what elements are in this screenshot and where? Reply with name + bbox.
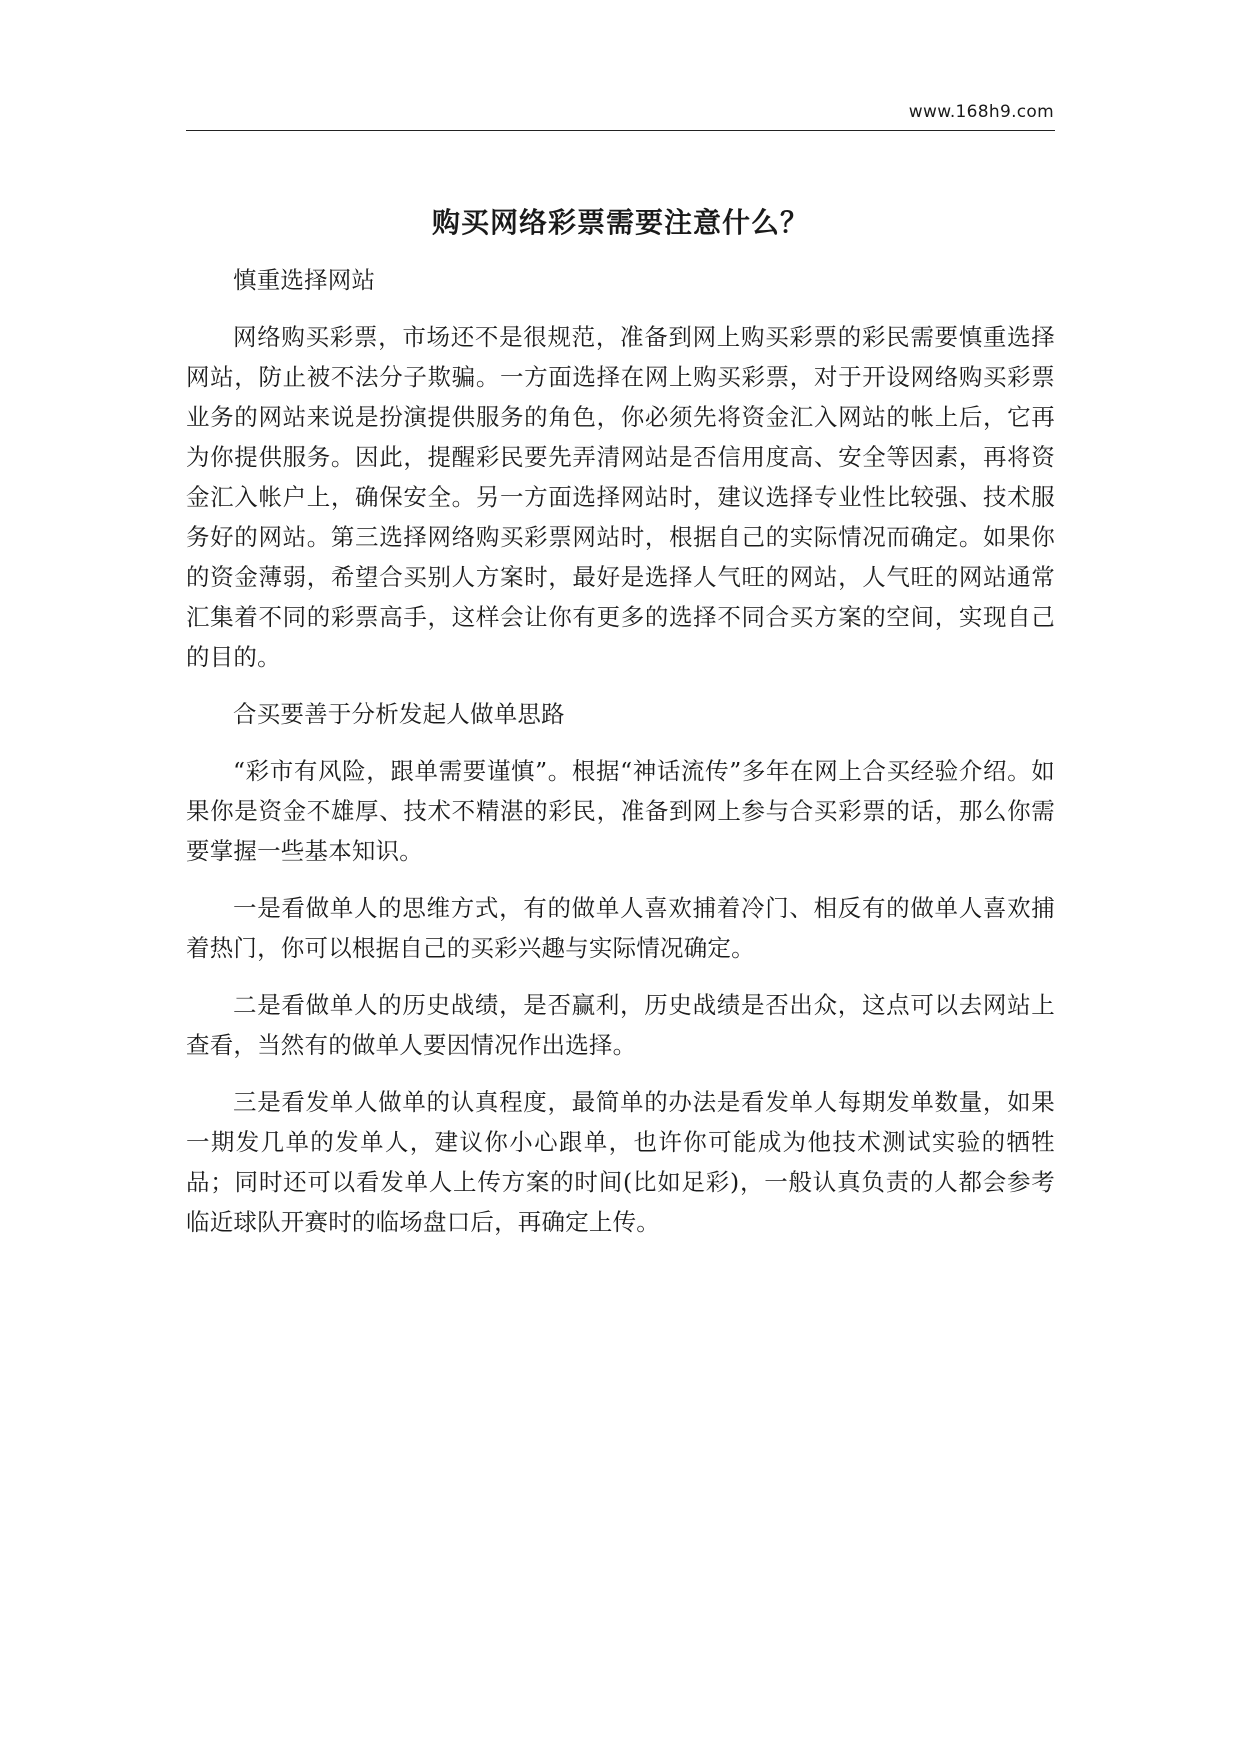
page-title: 购买网络彩票需要注意什么？ [431, 205, 809, 239]
paragraph-choose-site: 网络购买彩票，市场还不是很规范，准备到网上购买彩票的彩民需要慎重选择网站，防止被不法分子欺骗。一方面选择在网上购买彩票，对于开设网络购买彩票业务的网站来说是扮演提供服务的角色，你必须先将资金汇入网站的帐上后，它再为你提供服务。因此，提醒彩民要先弄清网站是否信用度高、安全等因素，再将资金汇入帐户上，确保安全。另一方面选择网站时，建议选择专业性比较强、技术服务好的网站。第三选择网络购买彩票网站时，根据自己的实际情况而确定。如果你的资金薄弱，希望合买别人方案时，最好是选择人气旺的网站，人气旺的网站通常汇集着不同的彩票高手，这样会让你有更多的选择不同合买方案的空间，实现自己的目的。 [186, 323, 1055, 671]
header-divider [186, 130, 1055, 131]
paragraph-group-buy-intro: “彩市有风险，跟单需要谨慎”。根据“神话流传”多年在网上合买经验介绍。如果你是资金不雄厚、技术不精湛的彩民，准备到网上参与合买彩票的话，那么你需要掌握一些基本知识。 [186, 757, 1055, 865]
paragraph-point-two: 二是看做单人的历史战绩，是否赢利，历史战绩是否出众，这点可以去网站上查看，当然有的做单人要因情况作出选择。 [186, 991, 1055, 1059]
paragraph-point-three: 三是看发单人做单的认真程度，最简单的办法是看发单人每期发单数量，如果一期发几单的发单人，建议你小心跟单，也许你可能成为他技术测试实验的牺牲品；同时还可以看发单人上传方案的时间(比如足彩)，一般认真负责的人都会参考临近球队开赛时的临场盘口后，再确定上传。 [186, 1088, 1055, 1236]
document-body [186, 260, 1055, 1259]
paragraph-point-one: 一是看做单人的思维方式，有的做单人喜欢捕着冷门、相反有的做单人喜欢捕着热门，你可以根据自己的买彩兴趣与实际情况确定。 [186, 894, 1055, 962]
header-url: www.168h9.com [908, 102, 1054, 122]
section-heading-choose-site: 慎重选择网站 [233, 266, 376, 294]
section-heading-group-buy: 合买要善于分析发起人做单思路 [233, 700, 565, 728]
